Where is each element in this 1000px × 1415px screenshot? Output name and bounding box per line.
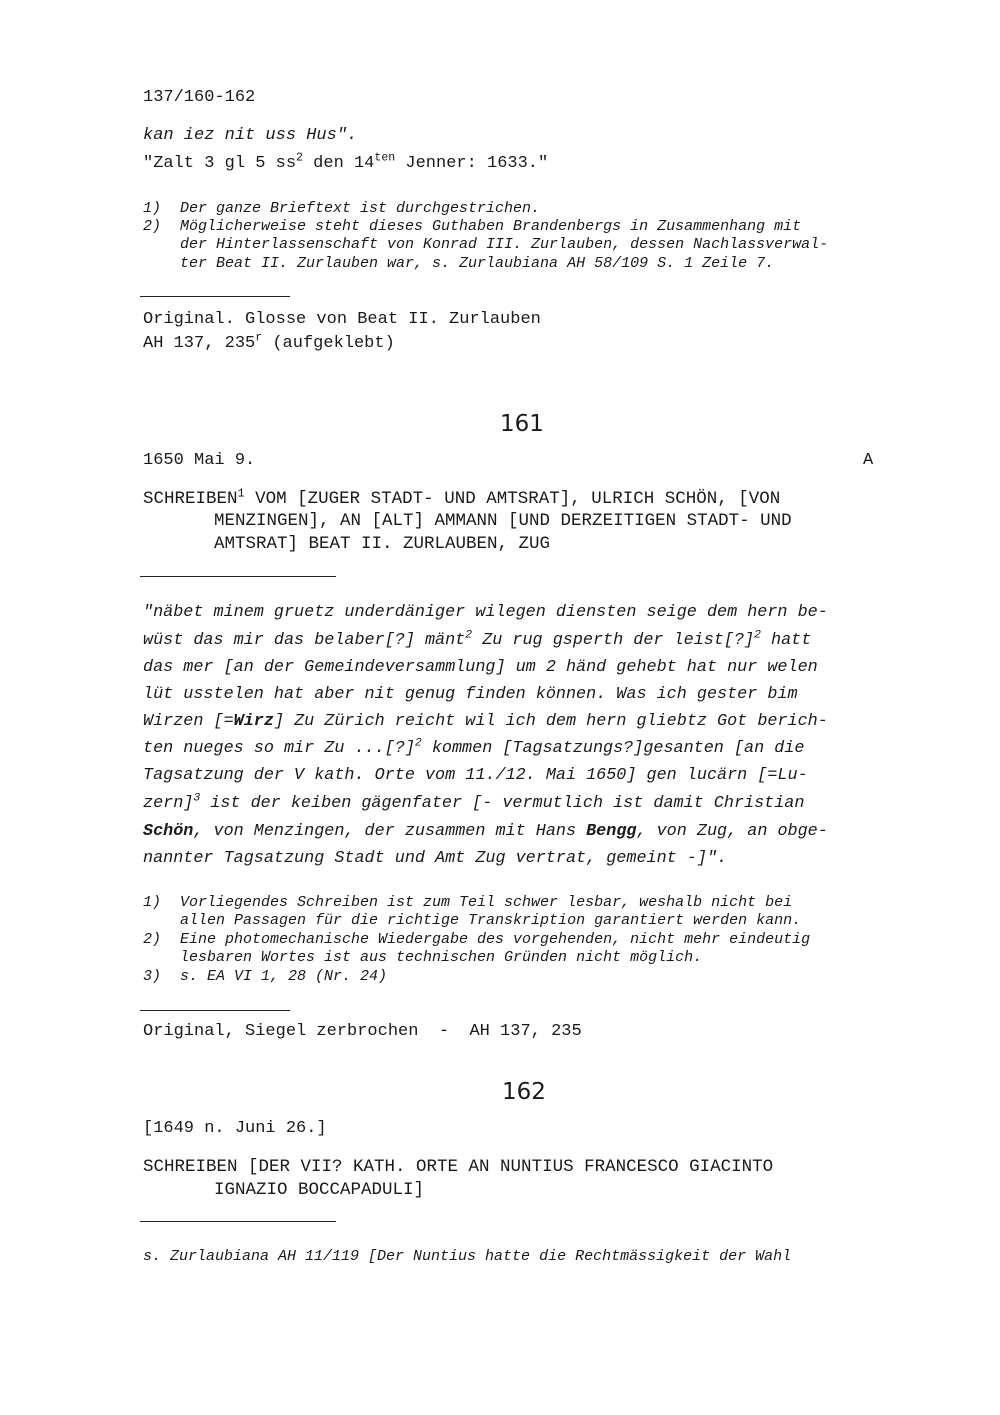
doc160-source-line-2: AH 137, 235$^r$ (aufgeklebt) bbox=[143, 331, 395, 353]
footnote-number: 3) bbox=[143, 968, 162, 985]
footnote-line: Eine photomechanische Wiedergabe des vorgehenden, nicht mehr eindeutig bbox=[180, 931, 811, 948]
quote-line: Schön, von Menzingen, der zusammen mit Hans Bengg, von Zug, an obge- bbox=[143, 822, 828, 841]
quote-line: "näbet minem gruetz underdäniger wilegen diensten seige dem hern be- bbox=[143, 603, 828, 622]
quote-line: zern]$^3$ ist der keiben gägenfater [- vermutlich ist damit Christian bbox=[143, 791, 805, 813]
heading-line: MENZINGEN], AN [ALT] AMMANN [UND DERZEITIGEN STADT- UND bbox=[214, 511, 792, 531]
footnote-number: 2) bbox=[143, 931, 162, 948]
heading-divider bbox=[140, 576, 336, 577]
footnote-line: s. EA VI 1, 28 (Nr. 24) bbox=[180, 968, 388, 985]
quote-line: ten nueges so mir Zu ...[?]$^2$ kommen [Tagsatzungs?]gesanten [an die bbox=[143, 736, 805, 758]
footnote-line: Der ganze Brieftext ist durchgestrichen. bbox=[180, 200, 541, 217]
quote-line: wüst das mir das belaber[?] mänt$^2$ Zu rug gsperth der leist[?]$^2$ hatt bbox=[143, 628, 812, 650]
heading-line: IGNAZIO BOCCAPADULI] bbox=[214, 1180, 425, 1200]
doc162-number: 162 bbox=[502, 1079, 546, 1105]
footnote-number: 2) bbox=[143, 218, 162, 235]
footnote-number: 1) bbox=[143, 894, 162, 911]
footnote-line: der Hinterlassenschaft von Konrad III. Zurlauben, dessen Nachlassverwal- bbox=[180, 236, 829, 253]
doc160-source-line-1: Original. Glosse von Beat II. Zurlauben bbox=[143, 310, 541, 329]
doc161-source: Original, Siegel zerbrochen - AH 137, 235 bbox=[143, 1022, 582, 1041]
quote-line: das mer [an der Gemeindeversammlung] um 2 händ gehebt hat nur welen bbox=[143, 658, 818, 677]
footnote-divider bbox=[140, 1010, 290, 1011]
footnote-divider bbox=[140, 296, 290, 297]
footnote-line: lesbaren Wortes ist aus technischen Gründen nicht möglich. bbox=[180, 949, 703, 966]
footnote-line: ter Beat II. Zurlauben war, s. Zurlaubiana AH 58/109 S. 1 Zeile 7. bbox=[180, 255, 775, 272]
quote-line: Tagsatzung der V kath. Orte vom 11./12. Mai 1650] gen lucärn [=Lu- bbox=[143, 766, 808, 785]
heading-line: AMTSRAT] BEAT II. ZURLAUBEN, ZUG bbox=[214, 534, 551, 554]
footnote-line: Vorliegendes Schreiben ist zum Teil schwer lesbar, weshalb nicht bei bbox=[180, 894, 793, 911]
footnote-line: allen Passagen für die richtige Transkription garantiert werden kann. bbox=[180, 912, 802, 929]
doc161-number: 161 bbox=[500, 411, 544, 437]
heading-line: SCHREIBEN$^1$ VOM [ZUGER STADT- UND AMTSRAT], ULRICH SCHÖN, [VON bbox=[143, 486, 781, 509]
heading-line: SCHREIBEN [DER VII? KATH. ORTE AN NUNTIUS FRANCESCO GIACINTO bbox=[143, 1157, 774, 1177]
page-reference: 137/160-162 bbox=[143, 88, 256, 107]
doc161-marker: A bbox=[863, 451, 874, 470]
footnote-number: 1) bbox=[143, 200, 162, 217]
heading-divider bbox=[140, 1221, 336, 1222]
quote-line: Wirzen [=Wirz] Zu Zürich reicht wil ich dem hern gliebtz Got berich- bbox=[143, 712, 828, 731]
doc160-quote-line-2: "Zalt 3 gl 5 $ss^2$ den $14^{ten}$ Jenner: 1633." bbox=[143, 151, 549, 173]
doc162-body-line: s. Zurlaubiana AH 11/119 [Der Nuntius hatte die Rechtmässigkeit der Wahl bbox=[143, 1248, 792, 1265]
quote-line: nannter Tagsatzung Stadt und Amt Zug vertrat, gemeint -]". bbox=[143, 849, 728, 868]
doc162-date: [1649 n. Juni 26.] bbox=[143, 1119, 327, 1138]
quote-line: lüt usstelen hat aber nit genug finden können. Was ich gester bim bbox=[143, 685, 798, 704]
doc161-date: 1650 Mai 9. bbox=[143, 451, 256, 470]
footnote-line: Möglicherweise steht dieses Guthaben Brandenbergs in Zusammenhang mit bbox=[180, 218, 802, 235]
doc160-quote-line-1: kan iez nit uss Hus". bbox=[143, 126, 358, 145]
